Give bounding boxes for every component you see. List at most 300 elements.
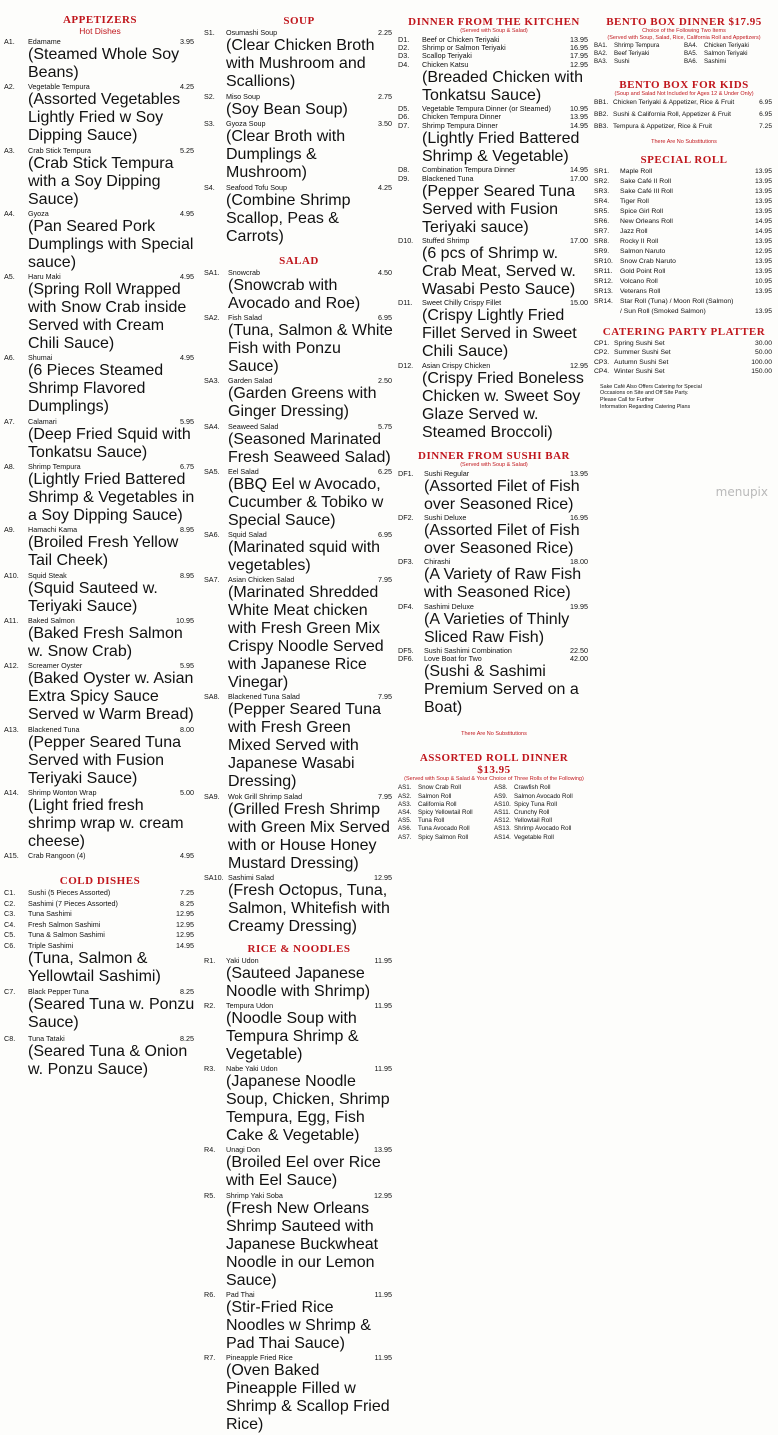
item-price: 8.95 xyxy=(180,526,194,534)
menu-item-row xyxy=(398,362,590,370)
item-code: CP4. xyxy=(594,368,614,376)
item-name: Chicken Katsu xyxy=(422,60,468,69)
item-name: Winter Sushi Set xyxy=(614,368,665,375)
item-code: R1. xyxy=(204,957,226,965)
item-code: AS2. xyxy=(398,793,418,801)
left-list xyxy=(594,42,684,67)
item-name: Spice Girl Roll xyxy=(620,208,663,215)
bento-note: (Served with Soup, Salad, Rice, California Roll and Appetizers) xyxy=(594,35,774,42)
menu-item-row xyxy=(594,298,774,306)
menu-item-row xyxy=(4,662,196,670)
item-description: (BBQ Eel w Avocado, Cucumber & Tobiko w Special Sauce) xyxy=(204,476,394,530)
item-price: 13.95 xyxy=(755,238,772,246)
spacer xyxy=(398,442,590,450)
item-name: Spicy Yellowtail Roll xyxy=(418,809,473,816)
item-name: Tuna & Salmon Sashimi xyxy=(28,930,105,939)
menu-item-row xyxy=(4,900,196,908)
item-price: 150.00 xyxy=(751,368,772,376)
appetizers-title: APPETIZERS xyxy=(4,14,196,26)
item-price: 2.50 xyxy=(378,377,392,385)
item-name: Shrimp or Salmon Teriyaki xyxy=(422,43,506,52)
kitchen-title: DINNER FROM THE KITCHEN xyxy=(398,16,590,28)
item-name: Sashimi xyxy=(704,58,726,65)
menu-item-row xyxy=(594,340,774,348)
item-description: (Spring Roll Wrapped with Snow Crab inside Served with Cream Chili Sauce) xyxy=(4,281,196,353)
rice-noodles-title: RICE & NOODLES xyxy=(204,943,394,955)
menu-item-row xyxy=(204,793,394,801)
menu-item-row xyxy=(4,789,196,797)
item-description: (Baked Oyster w. Asian Extra Spicy Sauce Served w Warm Bread) xyxy=(4,670,196,724)
menu-item-row xyxy=(204,1002,394,1010)
item-name: Salmon Roll xyxy=(418,793,451,800)
item-name: Nabe Yaki Udon xyxy=(226,1064,278,1073)
item-name: Shrimp Yaki Soba xyxy=(226,1191,283,1200)
item-name: Blackened Tuna xyxy=(422,174,474,183)
item-price: 17.95 xyxy=(570,52,588,60)
item-code: D12. xyxy=(398,362,422,370)
item-name: Stuffed Shrimp xyxy=(422,236,469,245)
item-name: Sashimi Deluxe xyxy=(424,602,474,611)
list-item xyxy=(594,58,684,66)
item-code: AS8. xyxy=(494,784,514,792)
menu-item-row xyxy=(594,308,774,316)
item-price: 13.95 xyxy=(755,198,772,206)
item-price: 8.25 xyxy=(180,900,194,908)
spacer xyxy=(4,861,196,875)
menu-item-row xyxy=(4,910,196,918)
item-price: 13.95 xyxy=(755,188,772,196)
item-name: Squid Steak xyxy=(28,571,67,580)
list-item xyxy=(684,58,774,66)
item-code: BA6. xyxy=(684,58,704,66)
item-code: SA6. xyxy=(204,531,228,539)
item-code: CP1. xyxy=(594,340,614,348)
item-name: Salmon Naruto xyxy=(620,248,665,255)
item-name: Beef Teriyaki xyxy=(614,50,649,57)
two-column-list xyxy=(398,784,590,841)
item-code: A1. xyxy=(4,38,28,46)
menu-item-row xyxy=(594,238,774,246)
item-name: Sake Café III Roll xyxy=(620,188,673,195)
item-description: (A Variety of Raw Fish with Seasoned Rice) xyxy=(398,566,590,602)
right-list xyxy=(684,42,774,67)
menu-item-row xyxy=(398,175,590,183)
item-code: AS9. xyxy=(494,793,514,801)
item-code: D4. xyxy=(398,61,422,69)
spacer xyxy=(594,146,774,154)
bento-kids-footnote: There Are No Substitutions xyxy=(594,139,774,146)
item-name: Spicy Salmon Roll xyxy=(418,834,468,841)
item-code: SA10. xyxy=(204,874,228,882)
item-code: BA3. xyxy=(594,58,614,66)
spacer xyxy=(398,717,590,731)
menu-item-row xyxy=(204,576,394,584)
menupix-watermark: menupix xyxy=(716,485,768,499)
menu-page xyxy=(0,0,778,503)
item-price: 6.95 xyxy=(378,314,392,322)
item-name: Asian Crispy Chicken xyxy=(422,361,490,370)
menu-item-row xyxy=(204,29,394,37)
item-code: D11. xyxy=(398,299,422,307)
item-name: Spring Sushi Set xyxy=(614,340,665,347)
soup-title: SOUP xyxy=(204,15,394,27)
item-code: C8. xyxy=(4,1035,28,1043)
item-name: Veterans Roll xyxy=(620,288,660,295)
item-price: 11.95 xyxy=(375,1354,392,1362)
menu-item-row xyxy=(4,210,196,218)
catering-info-line: Please Call for Further xyxy=(594,397,774,404)
item-name: Chicken Tempura Dinner xyxy=(422,112,501,121)
item-price: 100.00 xyxy=(751,359,772,367)
item-name: Gold Point Roll xyxy=(620,268,665,275)
item-code: AS12. xyxy=(494,817,514,825)
item-code: BA5. xyxy=(684,50,704,58)
item-code: BA1. xyxy=(594,42,614,50)
spacer xyxy=(4,0,196,14)
menu-item-row xyxy=(594,178,774,186)
item-name: Baked Salmon xyxy=(28,616,75,625)
menu-item-row xyxy=(204,957,394,965)
item-code: BB2. xyxy=(594,111,613,119)
item-name: Tuna Sashimi xyxy=(28,909,72,918)
item-name: California Roll xyxy=(418,801,457,808)
item-description: (Seared Tuna & Onion w. Ponzu Sauce) xyxy=(4,1043,196,1079)
item-price: 14.95 xyxy=(755,218,772,226)
menu-item-row xyxy=(204,874,394,882)
item-name: Salmon Avocado Roll xyxy=(514,793,573,800)
menu-item-row xyxy=(398,470,590,478)
menu-item-row xyxy=(594,368,774,376)
item-price: 8.25 xyxy=(180,988,194,996)
item-price: 13.95 xyxy=(755,208,772,216)
item-description: (Broiled Eel over Rice with Eel Sauce) xyxy=(204,1154,394,1190)
item-code: SR3. xyxy=(594,188,620,196)
item-code: A11. xyxy=(4,617,28,625)
item-name: Wok Grill Shrimp Salad xyxy=(228,792,302,801)
item-price: 12.95 xyxy=(570,362,588,370)
menu-item-row xyxy=(4,1035,196,1043)
item-name: Sashimi Salad xyxy=(228,873,274,882)
item-name: Screamer Oyster xyxy=(28,661,82,670)
item-name: Garden Salad xyxy=(228,376,272,385)
menu-item-row xyxy=(398,655,590,663)
item-description: (Fresh Octopus, Tuna, Salmon, Whitefish with Creamy Dressing) xyxy=(204,882,394,936)
item-name: Crab Rangoon (4) xyxy=(28,851,86,860)
item-code: AS11. xyxy=(494,809,514,817)
item-description: (A Varieties of Thinly Sliced Raw Fish) xyxy=(398,611,590,647)
item-price: 42.00 xyxy=(570,655,588,663)
menu-item-row xyxy=(594,123,774,131)
item-price: 13.95 xyxy=(755,258,772,266)
item-price: 5.00 xyxy=(180,789,194,797)
list-item xyxy=(494,817,590,825)
item-price: 12.95 xyxy=(176,910,194,918)
item-price: 18.00 xyxy=(570,558,588,566)
item-description: (Pepper Seared Tuna Served with Fusion Teriyaki sauce) xyxy=(398,183,590,237)
item-description: (Soy Bean Soup) xyxy=(204,101,394,119)
item-name: Crawfish Roll xyxy=(514,784,550,791)
item-price: 6.95 xyxy=(759,111,772,119)
menu-item-row xyxy=(204,1065,394,1073)
item-description: (Seasoned Marinated Fresh Seaweed Salad) xyxy=(204,431,394,467)
item-code: DF3. xyxy=(398,558,424,566)
item-price: 4.25 xyxy=(378,184,392,192)
catering-info-line: Occasions on Site and Off Site Party. xyxy=(594,390,774,397)
item-price: 12.95 xyxy=(755,248,772,256)
item-name: Chicken Teriyaki xyxy=(704,42,749,49)
item-code: R5. xyxy=(204,1192,226,1200)
item-description: (Pan Seared Pork Dumplings with Special sauce) xyxy=(4,218,196,272)
item-code: C2. xyxy=(4,900,28,908)
item-price: 4.50 xyxy=(378,269,392,277)
item-code: R4. xyxy=(204,1146,226,1154)
catering-info-line: Sake Café Also Offers Catering for Special xyxy=(594,384,774,391)
item-name: Love Boat for Two xyxy=(424,654,482,663)
item-code: SR12. xyxy=(594,278,620,286)
item-name: Sushi Regular xyxy=(424,469,469,478)
menu-item-row xyxy=(594,359,774,367)
item-name: Vegetable Roll xyxy=(514,834,554,841)
menu-item-row xyxy=(204,269,394,277)
menu-item-row xyxy=(4,726,196,734)
item-price: 7.95 xyxy=(378,576,392,584)
item-price: 5.25 xyxy=(180,147,194,155)
list-item xyxy=(398,784,494,792)
item-price: 14.95 xyxy=(570,122,588,130)
menu-item-row xyxy=(594,278,774,286)
menu-item-row xyxy=(4,418,196,426)
item-code: DF4. xyxy=(398,603,424,611)
item-description: (Tuna, Salmon & Yellowtail Sashimi) xyxy=(4,950,196,986)
menu-item-row xyxy=(594,349,774,357)
item-price: 4.95 xyxy=(180,273,194,281)
item-price: 6.75 xyxy=(180,463,194,471)
bento-kids-note: (Soup and Salad Not Included for Ages 12 & Under Only) xyxy=(594,91,774,98)
item-code: C3. xyxy=(4,910,28,918)
item-price: 13.95 xyxy=(374,1146,392,1154)
item-description: (Japanese Noodle Soup, Chicken, Shrimp Tempura, Egg, Fish Cake & Vegetable) xyxy=(204,1073,394,1145)
item-code: DF6. xyxy=(398,655,424,663)
item-name: Snow Crab Naruto xyxy=(620,258,676,265)
item-name: Pineapple Fried Rice xyxy=(226,1353,293,1362)
item-description: (Lightly Fried Battered Shrimp & Vegetable) xyxy=(398,130,590,166)
item-price: 13.95 xyxy=(570,470,588,478)
item-code: D10. xyxy=(398,237,422,245)
item-code: D5. xyxy=(398,105,422,113)
item-code: A3. xyxy=(4,147,28,155)
item-code: A12. xyxy=(4,662,28,670)
item-name: Volcano Roll xyxy=(620,278,658,285)
item-name: Sushi xyxy=(614,58,629,65)
item-name: Triple Sashimi xyxy=(28,941,73,950)
item-code: BB1. xyxy=(594,99,613,107)
menu-item-row xyxy=(594,248,774,256)
item-name: Jazz Roll xyxy=(620,228,648,235)
item-name: Fish Salad xyxy=(228,313,262,322)
item-description: (Clear Chicken Broth with Mushroom and Scallions) xyxy=(204,37,394,91)
item-code: AS5. xyxy=(398,817,418,825)
menu-item-row xyxy=(204,1192,394,1200)
item-price: 2.75 xyxy=(378,93,392,101)
menu-item-row xyxy=(4,572,196,580)
item-code: D1. xyxy=(398,36,422,44)
item-description: (Oven Baked Pineapple Filled w Shrimp & Scallop Fried Rice) xyxy=(204,1362,394,1434)
item-price: 3.95 xyxy=(180,38,194,46)
item-code: SA4. xyxy=(204,423,228,431)
item-name: Tiger Roll xyxy=(620,198,649,205)
item-code: A6. xyxy=(4,354,28,362)
item-code: A9. xyxy=(4,526,28,534)
menu-item-row xyxy=(4,931,196,939)
item-code: SR2. xyxy=(594,178,620,186)
catering-title: CATERING PARTY PLATTER xyxy=(594,326,774,338)
menu-item-row xyxy=(594,188,774,196)
item-price: 8.25 xyxy=(180,1035,194,1043)
catering-info-line: Information Regarding Catering Plans xyxy=(594,404,774,411)
item-code: R6. xyxy=(204,1291,226,1299)
bento-title: BENTO BOX DINNER $17.95 xyxy=(594,16,774,28)
item-name: Edamame xyxy=(28,37,61,46)
column-2 xyxy=(204,0,394,503)
item-code: SR5. xyxy=(594,208,620,216)
item-name: Sushi Deluxe xyxy=(424,513,466,522)
list-item xyxy=(398,793,494,801)
item-code: CP3. xyxy=(594,359,614,367)
list-item xyxy=(594,42,684,50)
item-description: (Marinated squid with vegetables) xyxy=(204,539,394,575)
item-name: Vegetable Tempura Dinner (or Steamed) xyxy=(422,104,551,113)
item-name: Yaki Udon xyxy=(226,956,259,965)
item-price: 19.95 xyxy=(570,603,588,611)
item-code: SR13. xyxy=(594,288,620,296)
item-name: Seafood Tofu Soup xyxy=(226,183,287,192)
spacer xyxy=(594,67,774,79)
item-code: SR9. xyxy=(594,248,620,256)
item-code: BA2. xyxy=(594,50,614,58)
item-description: (Breaded Chicken with Tonkatsu Sauce) xyxy=(398,69,590,105)
item-description: (Sushi & Sashimi Premium Served on a Boat) xyxy=(398,663,590,717)
item-price: 4.95 xyxy=(180,210,194,218)
item-name: Sashimi (7 Pieces Assorted) xyxy=(28,899,118,908)
item-name: Sweet Chilly Crispy Fillet xyxy=(422,298,501,307)
item-name: Snowcrab xyxy=(228,268,260,277)
special-roll-title: SPECIAL ROLL xyxy=(594,154,774,166)
list-item xyxy=(594,50,684,58)
item-code: A4. xyxy=(4,210,28,218)
menu-item-row xyxy=(204,531,394,539)
item-price: 12.95 xyxy=(374,874,392,882)
item-price: 7.95 xyxy=(378,793,392,801)
item-price: 10.95 xyxy=(176,617,194,625)
item-price: 12.95 xyxy=(176,921,194,929)
item-price: 5.95 xyxy=(180,418,194,426)
spacer xyxy=(594,0,774,16)
item-price: 11.95 xyxy=(375,957,392,965)
item-name: Blackened Tuna Salad xyxy=(228,692,300,701)
item-name: Crunchy Roll xyxy=(514,809,549,816)
item-code: DF2. xyxy=(398,514,424,522)
item-description: (Crab Stick Tempura with a Soy Dipping Sauce) xyxy=(4,155,196,209)
item-description: (Assorted Vegetables Lightly Fried w Soy Dipping Sauce) xyxy=(4,91,196,145)
list-item xyxy=(398,801,494,809)
item-description: (Pepper Seared Tuna Served with Fusion Teriyaki Sauce) xyxy=(4,734,196,788)
item-code: SR1. xyxy=(594,168,620,176)
menu-item-row xyxy=(398,237,590,245)
item-name: Pad Thai xyxy=(226,1290,255,1299)
item-code: D9. xyxy=(398,175,422,183)
item-code: SR6. xyxy=(594,218,620,226)
column-4 xyxy=(594,0,774,503)
menu-item-row xyxy=(398,514,590,522)
menu-item-row xyxy=(4,147,196,155)
kitchen-subtitle: (Served with Soup & Salad) xyxy=(398,28,590,35)
item-code: C7. xyxy=(4,988,28,996)
item-price: 13.95 xyxy=(755,168,772,176)
item-price: 17.00 xyxy=(570,237,588,245)
item-name: Sushi Sashimi Combination xyxy=(424,646,512,655)
item-name: Sushi & California Roll, Appetizer & Fruit xyxy=(613,111,731,118)
menu-item-row xyxy=(398,299,590,307)
item-code: SR14. xyxy=(594,298,620,306)
item-code: C6. xyxy=(4,942,28,950)
item-description: (Seared Tuna w. Ponzu Sauce) xyxy=(4,996,196,1032)
spacer xyxy=(398,0,590,16)
item-price: 12.95 xyxy=(176,931,194,939)
menu-item-row xyxy=(4,38,196,46)
item-description: (Snowcrab with Avocado and Roe) xyxy=(204,277,394,313)
item-description: (Steamed Whole Soy Beans) xyxy=(4,46,196,82)
item-name: Yellowtail Roll xyxy=(514,817,552,824)
item-name: Vegetable Tempura xyxy=(28,82,90,91)
item-code: SR11. xyxy=(594,268,620,276)
item-code: R7. xyxy=(204,1354,226,1362)
item-price: 6.95 xyxy=(759,99,772,107)
item-code: D7. xyxy=(398,122,422,130)
item-name: Combination Tempura Dinner xyxy=(422,165,515,174)
item-price: 8.95 xyxy=(180,572,194,580)
item-description: (Clear Broth with Dumplings & Mushroom) xyxy=(204,128,394,182)
menu-item-row xyxy=(4,273,196,281)
item-description: (Noodle Soup with Tempura Shrimp & Vegetable) xyxy=(204,1010,394,1064)
item-name: Shrimp Avocado Roll xyxy=(514,825,571,832)
list-item xyxy=(494,793,590,801)
item-code: D8. xyxy=(398,166,422,174)
item-description: (Pepper Seared Tuna with Fresh Green Mixed Served with Japanese Wasabi Dressing) xyxy=(204,701,394,791)
menu-item-row xyxy=(204,120,394,128)
item-name: Tempura & Appetizer, Rice & Fruit xyxy=(613,123,712,130)
menu-item-row xyxy=(4,942,196,950)
item-price: 14.95 xyxy=(570,166,588,174)
item-name: Sushi (5 Pieces Assorted) xyxy=(28,888,110,897)
menu-item-row xyxy=(4,617,196,625)
item-description: (Combine Shrimp Scallop, Peas & Carrots) xyxy=(204,192,394,246)
item-name: Snow Crab Roll xyxy=(418,784,461,791)
item-name: New Orleans Roll xyxy=(620,218,673,225)
menu-item-row xyxy=(204,468,394,476)
two-column-list xyxy=(594,42,774,67)
item-description: (Stir-Fried Rice Noodles w Shrimp & Pad Thai Sauce) xyxy=(204,1299,394,1353)
list-item xyxy=(494,809,590,817)
item-price: 16.95 xyxy=(570,514,588,522)
item-price: 13.95 xyxy=(570,36,588,44)
assorted-roll-subtitle: (Served with Soup & Salad & Your Choice of Three Rolls of the Following) xyxy=(398,776,590,783)
item-description: (Squid Sauteed w. Teriyaki Sauce) xyxy=(4,580,196,616)
item-name: Shrimp Wonton Wrap xyxy=(28,788,96,797)
bento-subtitle: Choice of the Following Two Items xyxy=(594,28,774,35)
item-code: AS10. xyxy=(494,801,514,809)
item-price: 11.95 xyxy=(375,1291,392,1299)
left-list xyxy=(398,784,494,841)
